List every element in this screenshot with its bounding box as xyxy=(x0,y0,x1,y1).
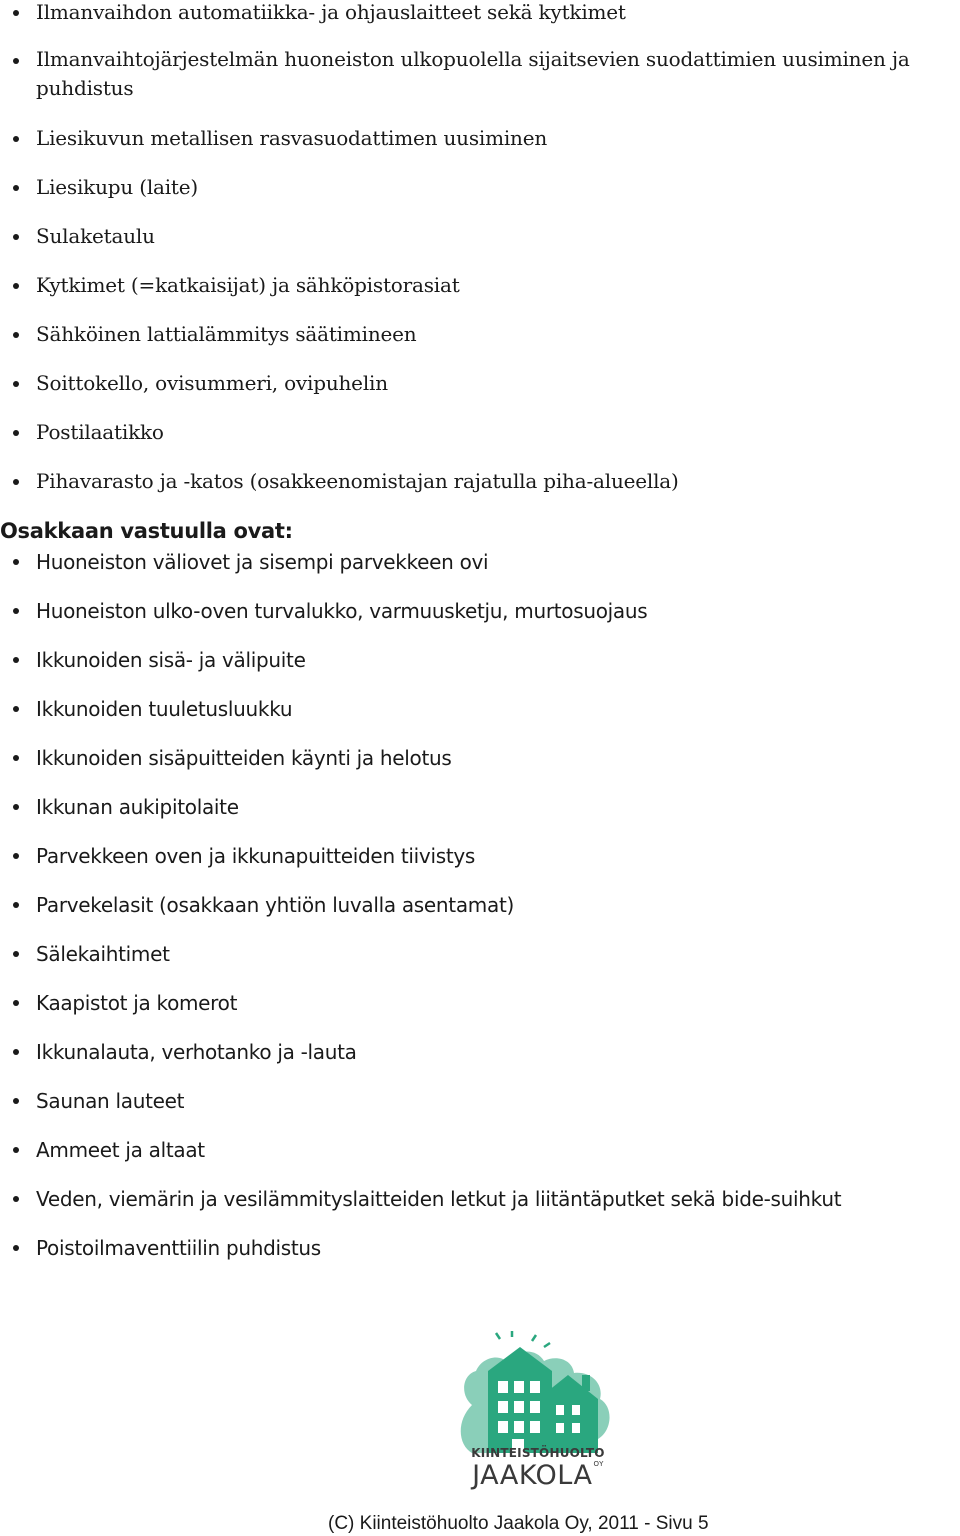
bullet-icon xyxy=(13,951,19,957)
logo-suffix: OY xyxy=(593,1460,604,1468)
list-item-text: Parvekelasit (osakkaan yhtiön luvalla asentamat) xyxy=(36,893,514,917)
bullet-icon xyxy=(13,755,19,761)
list-item-text: Kaapistot ja komerot xyxy=(36,991,238,1015)
list-item-text: Pihavarasto ja -katos (osakkeenomistajan rajatulla piha-alueella) xyxy=(36,469,679,493)
bullet-icon xyxy=(13,1196,19,1202)
list-item-text: Saunan lauteet xyxy=(36,1089,185,1113)
list-item-text: Ilmanvaihtojärjestelmän huoneiston ulkopuolella sijaitsevien suodattimien uusiminen ja puhdistus xyxy=(36,47,910,100)
bullet-icon xyxy=(13,1049,19,1055)
bullet-icon xyxy=(13,804,19,810)
list-item-text: Postilaatikko xyxy=(36,420,164,444)
list-item-text: Kytkimet (=katkaisijat) ja sähköpistorasiat xyxy=(36,273,460,297)
bullet-icon xyxy=(13,559,19,565)
list-item-text: Parvekkeen oven ja ikkunapuitteiden tiivistys xyxy=(36,844,476,868)
bullet-icon xyxy=(13,332,19,338)
bullet-icon xyxy=(13,608,19,614)
list-item-text: Ikkunan aukipitolaite xyxy=(36,795,239,819)
logo-name: JAAKOLA xyxy=(472,1460,593,1491)
list-item-text: Poistoilmaventtiilin puhdistus xyxy=(36,1236,321,1260)
list-item-text: Sulaketaulu xyxy=(36,224,155,248)
list-item-text: Ikkunoiden tuuletusluukku xyxy=(36,697,293,721)
bullet-icon xyxy=(13,902,19,908)
list-item-text: Sälekaihtimet xyxy=(36,942,170,966)
bullet-icon xyxy=(13,185,19,191)
list-item-text: Ikkunoiden sisä- ja välipuite xyxy=(36,648,306,672)
bullet-icon xyxy=(13,381,19,387)
list-item-text: Liesikuvun metallisen rasvasuodattimen uusiminen xyxy=(36,126,548,150)
list-item-text: Ikkunalauta, verhotanko ja -lauta xyxy=(36,1040,357,1064)
list-item-text: Liesikupu (laite) xyxy=(36,175,199,199)
bullet-icon xyxy=(13,234,19,240)
bullet-icon xyxy=(13,10,19,16)
list-item-text: Ilmanvaihdon automatiikka- ja ohjauslaitteet sekä kytkimet xyxy=(36,0,626,24)
section-heading: Osakkaan vastuulla ovat: xyxy=(0,519,293,543)
list-item-text: Huoneiston väliovet ja sisempi parvekkeen ovi xyxy=(36,550,489,574)
logo-line1: KIINTEISTÖHUOLTO xyxy=(471,1446,605,1460)
bullet-icon xyxy=(13,479,19,485)
bullet-icon xyxy=(13,58,19,64)
list-item-text: Huoneiston ulko-oven turvalukko, varmuusketju, murtosuojaus xyxy=(36,599,648,623)
page-footer: (C) Kiinteistöhuolto Jaakola Oy, 2011 - Sivu 5 xyxy=(328,1513,709,1534)
list-item-text: Ikkunoiden sisäpuitteiden käynti ja helotus xyxy=(36,746,452,770)
bullet-icon xyxy=(13,283,19,289)
bullet-icon xyxy=(13,1098,19,1104)
bullet-icon xyxy=(13,1245,19,1251)
bullet-icon xyxy=(13,1000,19,1006)
list-item-text: Ammeet ja altaat xyxy=(36,1138,205,1162)
list-item-text: Veden, viemärin ja vesilämmityslaitteiden letkut ja liitäntäputket sekä bide-suihkut xyxy=(36,1187,842,1211)
bullet-icon xyxy=(13,853,19,859)
bullet-icon xyxy=(13,706,19,712)
list-item-text: Soittokello, ovisummeri, ovipuhelin xyxy=(36,371,388,395)
bullet-icon xyxy=(13,430,19,436)
bullet-icon xyxy=(13,136,19,142)
bullet-icon xyxy=(13,1147,19,1153)
logo-line2 xyxy=(468,1460,608,1491)
list-item-text: Sähköinen lattialämmitys säätimineen xyxy=(36,322,417,346)
bullet-icon xyxy=(13,657,19,663)
